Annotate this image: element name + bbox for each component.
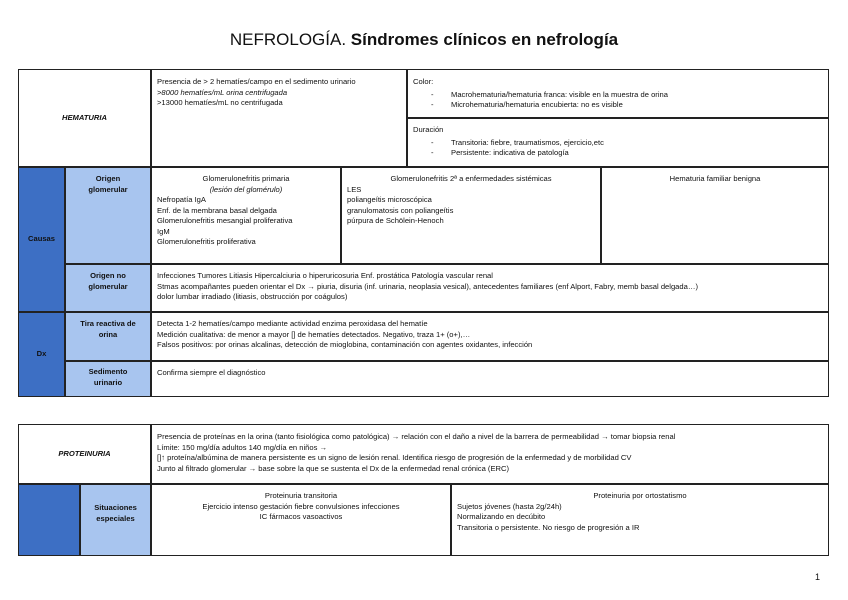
hematuria-familiar-cell [601,167,829,264]
hematuria-definition-cell [151,69,407,167]
hematuria-duration-cell [407,118,829,167]
proteinuria-ortostatismo-cell [451,484,829,556]
gn-secundaria-item: LES [347,184,362,194]
proteinuria-line: []↑ proteína/albúmina de manera persistente es un signo de lesión renal. Identifica riesgo de progresión de la enfermedad y de morbilidad CV [157,453,632,462]
situaciones-label: Situaciones especiales [94,503,137,523]
duration-title: Duración [413,125,444,134]
color-title: Color: [413,77,434,86]
proteinuria-label: PROTEINURIA [58,448,111,458]
tira-reactiva-label-cell [65,312,151,361]
origen-no-glomerular-label: Origen no glomerular [88,271,128,291]
hematuria-def-line: >8000 hematíes/mL orina centrifugada [157,87,288,97]
sedimento-text: Confirma siempre el diagnóstico [157,368,266,377]
page-title [0,30,848,50]
hematuria-def-line: Presencia de > 2 hematíes/campo en el sedimento urinario [157,77,356,86]
gn-secundaria-item: granulomatosis con poliangeítis [347,205,454,215]
hematuria-color-cell [407,69,829,118]
no-glomerular-line: Stmas acompañantes pueden orientar el Dx → piuria, disuria (inf. urinaria, neoplasia vesical), antecedentes familiares (enf Alport, Fabry, memb basal delgada…) [157,281,698,291]
gn-secundaria-item: poliangeítis microscópica [347,195,432,204]
title-sub: Síndromes clínicos en nefrología [350,30,619,49]
hematuria-familiar-title: Hematuria familiar benigna [669,174,761,183]
proteinuria-transitoria-cell [151,484,451,556]
no-glomerular-line: Infecciones Tumores Litiasis Hipercalciuria o hiperuricosuria Enf. prostática Patología vascular renal [157,271,493,280]
gn-primaria-item: Glomerulonefritis proliferativa [157,237,256,246]
tira-line: Medición cualitativa: de menor a mayor [] de hematíes detectados. Negativo, traza 1+ (o+),… [157,329,471,339]
dx-label: Dx [36,349,47,359]
proteinuria-line: Junto al filtrado glomerular → base sobre la que se sustenta el Dx de la enfermedad renal crónica (ERC) [157,463,510,473]
proteinuria-ortostatismo-title: Proteinuria por ortostatismo [593,491,687,500]
gn-primaria-title: Glomerulonefritis primaria [202,174,290,183]
origen-glomerular-label-cell [65,167,151,264]
proteinuria-transitoria-title: Proteinuria transitoria [264,491,338,500]
gn-primaria-item: Glomerulonefritis mesangial proliferativa [157,216,293,225]
sedimento-label: Sedimento urinario [88,367,128,387]
tira-reactiva-label: Tira reactiva de orina [80,319,136,339]
gn-secundaria-title: Glomerulonefritis 2ª a enfermedades sistémicas [390,174,552,183]
origen-glomerular-label: Origen glomerular [88,174,128,194]
tira-line: Falsos positivos: por orinas alcalinas, detección de mioglobina, contaminación con agentes oxidantes, infección [157,340,533,349]
hematuria-def-line: >13000 hematíes/mL no centrifugada [157,98,283,107]
tira-line: Detecta 1-2 hematíes/campo mediante actividad enzima peroxidasa del hematíe [157,319,428,328]
gn-primaria-subtitle: (lesión del glomérulo) [209,184,283,194]
tira-reactiva-cell [151,312,829,361]
situaciones-label-cell [80,484,151,556]
dx-label-cell [18,312,65,397]
no-glomerular-line: dolor lumbar irradiado (litiasis, obstrucción por coágulos) [157,292,348,301]
page-number: 1 [814,572,820,582]
color-item: - Microhematuria/hematuria encubierta: no es visible [413,100,823,111]
duration-item: - Transitoria: fiebre, traumatismos, ejercicio,etc [413,138,823,149]
ortostatismo-item: Sujetos jóvenes (hasta 2g/24h) [457,501,562,511]
color-item: - Macrohematuria/hematuria franca: visible en la muestra de orina [413,90,823,101]
causas-label: Causas [27,234,56,244]
proteinuria-transitoria-line: IC fármacos vasoactivos [259,512,343,521]
sedimento-cell [151,361,829,397]
ortostatismo-item: Transitoria o persistente. No riesgo de progresión a IR [457,522,640,532]
situaciones-color-cell [18,484,80,556]
proteinuria-label-cell [18,424,151,484]
gn-primaria-item: Nefropatía IgA [157,195,206,204]
sedimento-label-cell [65,361,151,397]
origen-no-glomerular-label-cell [65,264,151,312]
gn-primaria-item: Enf. de la membrana basal delgada [157,205,277,215]
title-main: NEFROLOGÍA. [229,30,347,49]
gn-primaria-item: IgM [157,226,170,236]
proteinuria-definition-cell [151,424,829,484]
gn-secundaria-cell [341,167,601,264]
proteinuria-line: Límite: 150 mg/día adultos 140 mg/día en niños → [157,442,328,452]
hematuria-label: HEMATURIA [62,112,107,122]
proteinuria-transitoria-line: Ejercicio intenso gestación fiebre convulsiones infecciones [202,501,400,511]
causas-label-cell [18,167,65,312]
proteinuria-line: Presencia de proteínas en la orina (tanto fisiológica como patológica) → relación con el daño a nivel de la barrera de permeabilidad → tomar biopsia renal [157,432,676,441]
ortostatismo-item: Normalizando en decúbito [457,512,546,521]
gn-secundaria-item: púrpura de Schölein-Henoch [347,216,444,225]
hematuria-label-cell [18,69,151,167]
origen-no-glomerular-cell [151,264,829,312]
gn-primaria-cell [151,167,341,264]
duration-item: - Persistente: indicativa de patología [413,148,823,159]
